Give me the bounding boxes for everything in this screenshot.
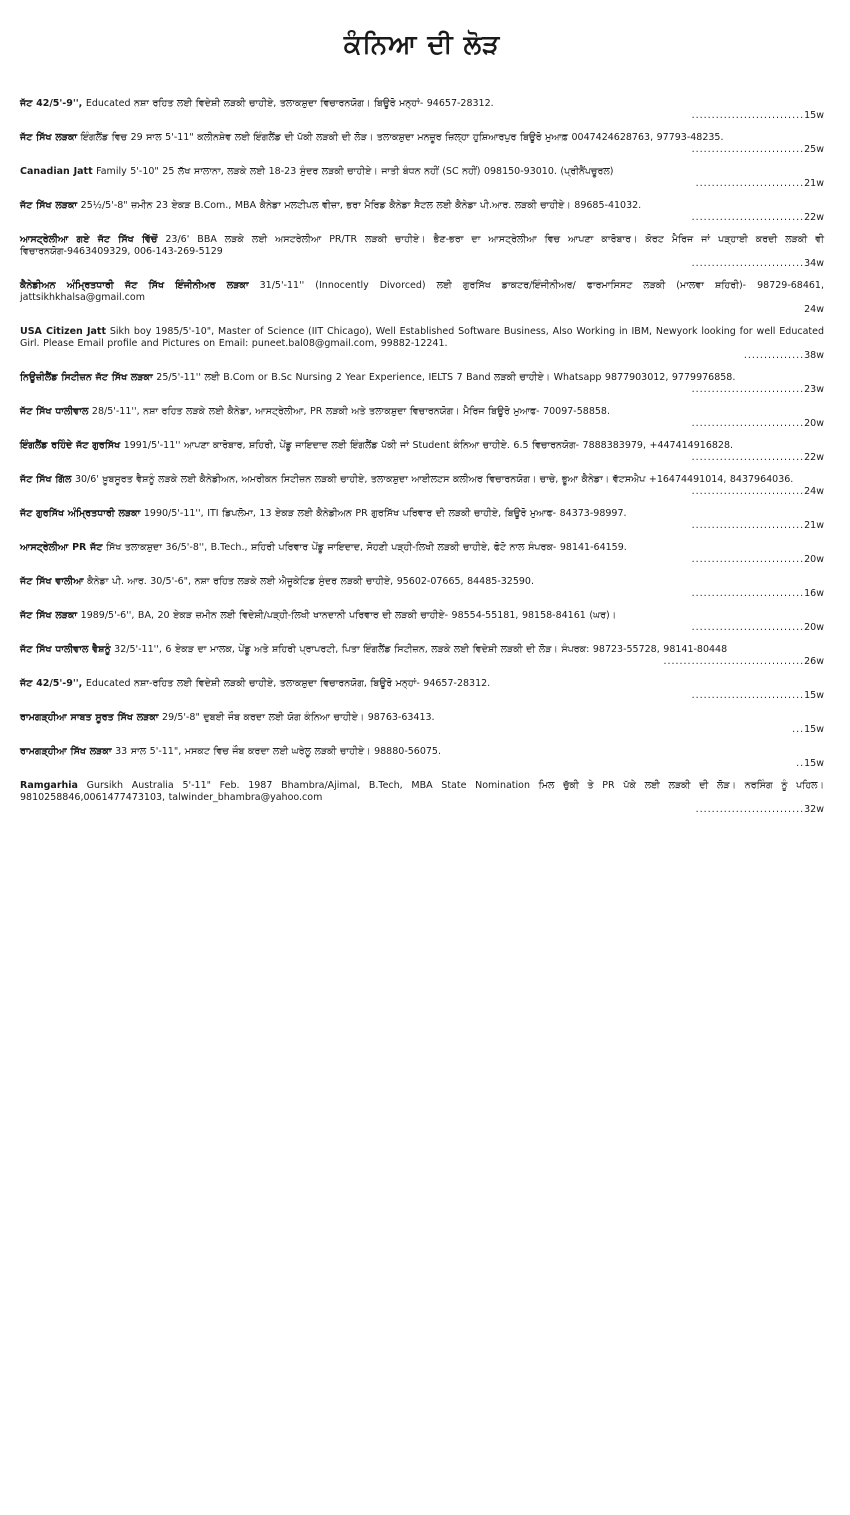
ad-code: 20w	[804, 622, 824, 633]
ad-text: 28/5'-11'', ਨਸ਼ਾ ਰਹਿਤ ਲੜਕੇ ਲਈ ਕੈਨੇਡਾ, ਆਸਟ੍ਰੇਲੀਆ, PR ਲੜਕੀ ਅਤੇ ਤਲਾਕਸ਼ੁਦਾ ਵਿਚਾਰਨਯੋਗ। ਮੈਰਿਜ ਬਿਊਰੋ ਮੁਆਫ- 70097-58858.	[88, 406, 610, 417]
ad-text: ਕੈਨੇਡਾ ਪੀ. ਆਰ. 30/5'-6", ਨਸ਼ਾ ਰਹਿਤ ਲੜਕੇ ਲਈ ਐਜੂਕੇਟਿਡ ਸੁੰਦਰ ਲੜਕੀ ਚਾਹੀਏ, 95602-07665, 84485-32590.	[83, 576, 534, 587]
ad-lead: USA Citizen Jatt	[20, 326, 106, 337]
ad-lead: ਜੱਟ ਸਿੱਖ ਧਾਲੀਵਾਲ	[20, 406, 89, 417]
ad-text: 31/5'-11'' (Innocently Divorced) ਲਈ ਗੁਰਸਿੱਖ ਡਾਕਟਰ/ਇੰਜੀਨੀਅਰ/ ਫਾਰਮਾਸਿਸਟ ਲੜਕੀ (ਮਾਲਵਾ ਸ਼ਹਿਰੀ)- 98729-68461, jattsikhkhalsa@gmail.com	[20, 280, 824, 303]
ad-lead: ਜੱਟ ਸਿੱਖ ਗਿੱਲ	[20, 474, 72, 485]
ad-text: 25/5'-11'' ਲਈ B.Com or B.Sc Nursing 2 Year Experience, IELTS 7 Band ਲੜਕੀ ਚਾਹੀਏ। Whatsapp 9877903012, 9779976858.	[152, 372, 736, 383]
page-title: ਕੰਨਿਆ ਦੀ ਲੋੜ	[343, 30, 501, 60]
classified-ad	[20, 678, 824, 702]
ad-code-line	[20, 554, 824, 566]
classified-ad	[20, 746, 824, 770]
ad-code-line	[20, 144, 824, 156]
ad-leader-dots: ..	[796, 758, 805, 769]
ad-lead: ਨਿਊਜ਼ੀਲੈਂਡ ਸਿਟੀਜ਼ਨ ਜੱਟ ਸਿੱਖ ਲੜਕਾ	[20, 372, 153, 383]
ad-code-line	[20, 258, 824, 270]
ads-list	[20, 98, 824, 816]
ad-lead: ਰਾਮਗੜ੍ਹੀਆ ਸਾਬਤ ਸੂਰਤ ਸਿੱਖ ਲੜਕਾ	[20, 712, 159, 723]
ad-text: Educated ਨਸ਼ਾ ਰਹਿਤ ਲਈ ਵਿਦੇਸ਼ੀ ਲੜਕੀ ਚਾਹੀਏ, ਤਲਾਕਸ਼ੁਦਾ ਵਿਚਾਰਨਯੋਗ। ਬਿਊਰੋ ਮਨ੍ਹਾਂ- 94657-28312.	[82, 98, 494, 109]
ad-leader-dots: ............................	[691, 554, 805, 565]
ad-code: 15w	[804, 758, 824, 769]
ad-code-line	[20, 520, 824, 532]
ad-code-line	[20, 486, 824, 498]
classified-ad	[20, 98, 824, 122]
classified-ad	[20, 610, 824, 634]
ad-code: 20w	[804, 418, 824, 429]
ad-leader-dots: ............................	[691, 212, 805, 223]
ad-code: 20w	[804, 554, 824, 565]
ad-code-line	[20, 304, 824, 316]
ad-code: 25w	[804, 144, 824, 155]
classified-ad	[20, 406, 824, 430]
ad-leader-dots: ...............	[743, 350, 805, 361]
ad-code: 15w	[804, 110, 824, 121]
ad-leader-dots: ...	[792, 724, 805, 735]
ad-text: Gursikh Australia 5'-11" Feb. 1987 Bhambra/Ajimal, B.Tech, MBA State Nomination ਮਿਲ ਚੁੱਕੀ ਤੇ PR ਪੱਕੇ ਲਈ ਲੜਕੀ ਦੀ ਲੋੜ। ਨਰਸਿੰਗ ਨੂੰ ਪਹਿਲ। 9810258846,0061477473103, talwinder_bhambra@yahoo.com	[20, 780, 824, 803]
ad-code: 24w	[804, 486, 824, 497]
classified-ad	[20, 234, 824, 270]
ad-text: 33 ਸਾਲ 5'-11", ਮਸਕਟ ਵਿਚ ਜੌਬ ਕਰਦਾ ਲਈ ਘਰੇਲੂ ਲੜਕੀ ਚਾਹੀਏ। 98880-56075.	[111, 746, 441, 757]
ad-text: 32/5'-11'', 6 ਏਕੜ ਦਾ ਮਾਲਕ, ਪੇਂਡੂ ਅਤੇ ਸ਼ਹਿਰੀ ਪ੍ਰਾਪਰਟੀ, ਪਿਤਾ ਇੰਗਲੈਂਡ ਸਿਟੀਜ਼ਨ, ਲੜਕੇ ਲਈ ਵਿਦੇਸ਼ੀ ਲੜਕੀ ਦੀ ਲੋੜ। ਸੰਪਰਕ: 98723-55728, 98141-80448	[110, 644, 728, 655]
ad-leader-dots: ............................	[691, 258, 805, 269]
ad-code-line	[20, 656, 824, 668]
ad-text: 29/5'-8" ਦੁਬਈ ਜੌਬ ਕਰਦਾ ਲਈ ਯੋਗ ਕੰਨਿਆ ਚਾਹੀਏ। 98763-63413.	[158, 712, 435, 723]
ad-text: 23/6' BBA ਲੜਕੇ ਲਈ ਅਸਟਰੇਲੀਆ PR/TR ਲੜਕੀ ਚਾਹੀਏ। ਭੈਣ-ਭਰਾ ਦਾ ਆਸਟ੍ਰੇਲੀਆ ਵਿਚ ਆਪਣਾ ਕਾਰੋਬਾਰ। ਕੋਰਟ ਮੈਰਿਜ ਜਾਂ ਪੜ੍ਹਾਈ ਕਰਦੀ ਲੜਕੀ ਵੀ ਵਿਚਾਰਨਯੋਗ-9463409329, 006-143-269-5129	[20, 234, 825, 257]
ad-code-line	[20, 418, 824, 430]
ad-code: 22w	[804, 452, 824, 463]
ad-leader-dots: ............................	[691, 622, 805, 633]
ad-lead: ਆਸਟ੍ਰੇਲੀਆ PR ਜੱਟ	[20, 542, 103, 553]
classified-ad	[20, 576, 824, 600]
ad-code: 32w	[804, 804, 824, 815]
ad-lead: ਜੱਟ ਸਿੱਖ ਲੜਕਾ	[20, 610, 78, 621]
ad-lead: ਜੱਟ ਸਿੱਖ ਵਾਲੀਆ	[20, 576, 84, 587]
ad-code-line	[20, 804, 824, 816]
ad-lead: ਜੱਟ ਗੁਰਸਿੱਖ ਅੰਮ੍ਰਿਤਧਾਰੀ ਲੜਕਾ	[20, 508, 141, 519]
ad-text: 1989/5'-6'', BA, 20 ਏਕੜ ਜ਼ਮੀਨ ਲਈ ਵਿਦੇਸ਼ੀ/ਪੜ੍ਹੀ-ਲਿਖੀ ਖਾਨਦਾਨੀ ਪਰਿਵਾਰ ਦੀ ਲੜਕੀ ਚਾਹੀਏ- 98554-55181, 98158-84161 (ਘਰ)।	[77, 610, 617, 621]
classified-ad	[20, 542, 824, 566]
ad-leader-dots: ...........................	[695, 178, 805, 189]
ad-code: 26w	[804, 656, 824, 667]
classified-ad	[20, 508, 824, 532]
ad-lead: ਜੱਟ ਸਿੱਖ ਧਾਲੀਵਾਲ ਵੈਸ਼ਨੂੰ	[20, 644, 111, 655]
classified-ad	[20, 372, 824, 396]
ad-text: Educated ਨਸ਼ਾ-ਰਹਿਤ ਲਈ ਵਿਦੇਸ਼ੀ ਲੜਕੀ ਚਾਹੀਏ, ਤਲਾਕਸ਼ੁਦਾ ਵਿਚਾਰਨਯੋਗ, ਬਿਊਰੋ ਮਨ੍ਹਾਂ- 94657-28312.	[82, 678, 491, 689]
ad-code-line	[20, 384, 824, 396]
ad-text: 25½/5'-8" ਜ਼ਮੀਨ 23 ਏਕੜ B.Com., MBA ਕੈਨੇਡਾ ਮਲਟੀਪਲ ਵੀਜ਼ਾ, ਭਰਾ ਮੈਰਿਡ ਕੈਨੇਡਾ ਸੈਟਲ ਲਈ ਕੈਨੇਡਾ ਪੀ.ਆਰ. ਲੜਕੀ ਚਾਹੀਏ। 89685-41032.	[77, 200, 642, 211]
ad-lead: Canadian Jatt	[20, 166, 93, 177]
ad-text: ਸਿੱਖ ਤਲਾਕਸ਼ੁਦਾ 36/5'-8'', B.Tech., ਸ਼ਹਿਰੀ ਪਰਿਵਾਰ ਪੇਂਡੂ ਜਾਇਦਾਦ, ਸੋਹਣੀ ਪੜ੍ਹੀ-ਲਿਖੀ ਲੜਕੀ ਚਾਹੀਏ, ਫੋਟੋ ਨਾਲ ਸੰਪਰਕ- 98141-64159.	[102, 542, 627, 553]
ad-leader-dots: ............................	[691, 486, 805, 497]
ad-code-line	[20, 690, 824, 702]
classified-ad	[20, 326, 824, 362]
ad-lead: ਆਸਟ੍ਰੇਲੀਆ ਗਏ ਜੱਟ ਸਿੱਖ ਵਿੱਚੋਂ	[20, 234, 158, 245]
ad-code: 24w	[804, 304, 824, 315]
ad-code: 22w	[804, 212, 824, 223]
ad-text: 1991/5'-11'' ਆਪਣਾ ਕਾਰੋਬਾਰ, ਸ਼ਹਿਰੀ, ਪੇਂਡੂ ਜਾਇਦਾਦ ਲਈ ਇੰਗਲੈਂਡ ਪੱਕੀ ਜਾਂ Student ਕੰਨਿਆ ਚਾਹੀਏ. 6.5 ਵਿਚਾਰਨਯੋਗ- 7888383979, +447414916828.	[120, 440, 734, 451]
ad-code: 15w	[804, 690, 824, 701]
ad-text: ਇੰਗਲੈਂਡ ਵਿਚ 29 ਸਾਲ 5'-11" ਕਲੀਨਸ਼ੇਵ ਲਈ ਇੰਗਲੈਂਡ ਦੀ ਪੱਕੀ ਲੜਕੀ ਦੀ ਲੋੜ। ਤਲਾਕਸ਼ੁਦਾ ਮਨਜ਼ੂਰ ਜ਼ਿਲ੍ਹਾ ਹੁਸ਼ਿਆਰਪੁਰ ਬਿਊਰੋ ਮੁਆਫ਼ 0047424628763, 97793-48235.	[77, 132, 724, 143]
classified-ad	[20, 644, 824, 668]
ad-code: 21w	[804, 520, 824, 531]
ad-leader-dots: ............................	[691, 144, 805, 155]
ad-leader-dots: ............................	[691, 452, 805, 463]
ad-code-line	[20, 350, 824, 362]
ad-code: 21w	[804, 178, 824, 189]
ad-leader-dots: ...................................	[663, 656, 805, 667]
classified-ad	[20, 780, 824, 816]
ad-text: Sikh boy 1985/5'-10", Master of Science (IIT Chicago), Well Established Software Business, Also Working in IBM, Newyork looking for well Educated Girl. Please Email profile and Pictures on Email: puneet.bal08@gmail.com, 99882-12241.	[20, 326, 825, 349]
classified-ad	[20, 440, 824, 464]
ad-leader-dots: ............................	[691, 588, 805, 599]
ad-code: 15w	[804, 724, 824, 735]
ad-lead: ਇੰਗਲੈਂਡ ਰਹਿੰਦੇ ਜੱਟ ਗੁਰਸਿੱਖ	[20, 440, 121, 451]
ad-lead: ਕੈਨੇਡੀਅਨ ਅੰਮ੍ਰਿਤਧਾਰੀ ਜੱਟ ਸਿੱਖ ਇੰਜੀਨੀਅਰ ਲੜਕਾ	[20, 280, 249, 291]
ad-leader-dots: ...........................	[695, 804, 805, 815]
ad-code-line	[20, 110, 824, 122]
ad-code-line	[20, 178, 824, 190]
classified-ad	[20, 280, 824, 316]
classified-ad	[20, 474, 824, 498]
ad-text: 30/6' ਖ਼ੂਬਸੂਰਤ ਵੈਸ਼ਨੂੰ ਲੜਕੇ ਲਈ ਕੈਨੇਡੀਅਨ, ਅਮਰੀਕਨ ਸਿਟੀਜ਼ਨ ਲੜਕੀ ਚਾਹੀਏ, ਤਲਾਕਸ਼ੁਦਾ ਆਈਲਟਸ ਕਲੀਅਰ ਵਿਚਾਰਨਯੋਗ। ਚਾਚੇ, ਭੂਆ ਕੈਨੇਡਾ। ਵੱਟਸਐਪ +16474491014, 8437964036.	[71, 474, 794, 485]
ad-code-line	[20, 212, 824, 224]
classified-ad	[20, 166, 824, 190]
ad-lead: ਜੱਟ ਸਿੱਖ ਲੜਕਾ	[20, 200, 78, 211]
ad-lead: ਜੱਟ 42/5'-9'',	[20, 678, 83, 689]
classified-ad	[20, 200, 824, 224]
ad-lead: ਜੱਟ ਸਿੱਖ ਲੜਕਾ	[20, 132, 78, 143]
ad-text: 1990/5'-11'', ITI ਡਿਪਲੋਮਾ, 13 ਏਕੜ ਲਈ ਕੈਨੇਡੀਅਨ PR ਗੁਰਸਿੱਖ ਪਰਿਵਾਰ ਦੀ ਲੜਕੀ ਚਾਹੀਏ, ਬਿਊਰੋ ਮੁਆਫ- 84373-98997.	[140, 508, 627, 519]
ad-leader-dots: ............................	[691, 690, 805, 701]
ad-lead: ਜੱਟ 42/5'-9'',	[20, 98, 83, 109]
ad-code-line	[20, 622, 824, 634]
ad-leader-dots: ............................	[691, 384, 805, 395]
ad-lead: Ramgarhia	[20, 780, 78, 791]
classified-ad	[20, 132, 824, 156]
ad-leader-dots: ............................	[691, 110, 805, 121]
ad-code-line	[20, 724, 824, 736]
ad-code-line	[20, 588, 824, 600]
ad-code: 38w	[804, 350, 824, 361]
ad-leader-dots: ............................	[691, 520, 805, 531]
classified-ad	[20, 712, 824, 736]
ad-code: 23w	[804, 384, 824, 395]
ad-code: 34w	[804, 258, 824, 269]
ad-code-line	[20, 758, 824, 770]
ad-leader-dots: ............................	[691, 418, 805, 429]
ad-text: Family 5'-10" 25 ਲੱਖ ਸਾਲਾਨਾ, ਲੜਕੇ ਲਈ 18-23 ਸੁੰਦਰ ਲੜਕੀ ਚਾਹੀਏ। ਜਾਤੀ ਬੰਧਨ ਨਹੀਂ (SC ਨਹੀਂ) 098150-93010. (ਪ੍ਰੀਨੈਂਪਚੂਰਲ)	[92, 166, 614, 177]
ad-lead: ਰਾਮਗੜ੍ਹੀਆ ਸਿੱਖ ਲੜਕਾ	[20, 746, 112, 757]
ad-code-line	[20, 452, 824, 464]
ad-code: 16w	[804, 588, 824, 599]
